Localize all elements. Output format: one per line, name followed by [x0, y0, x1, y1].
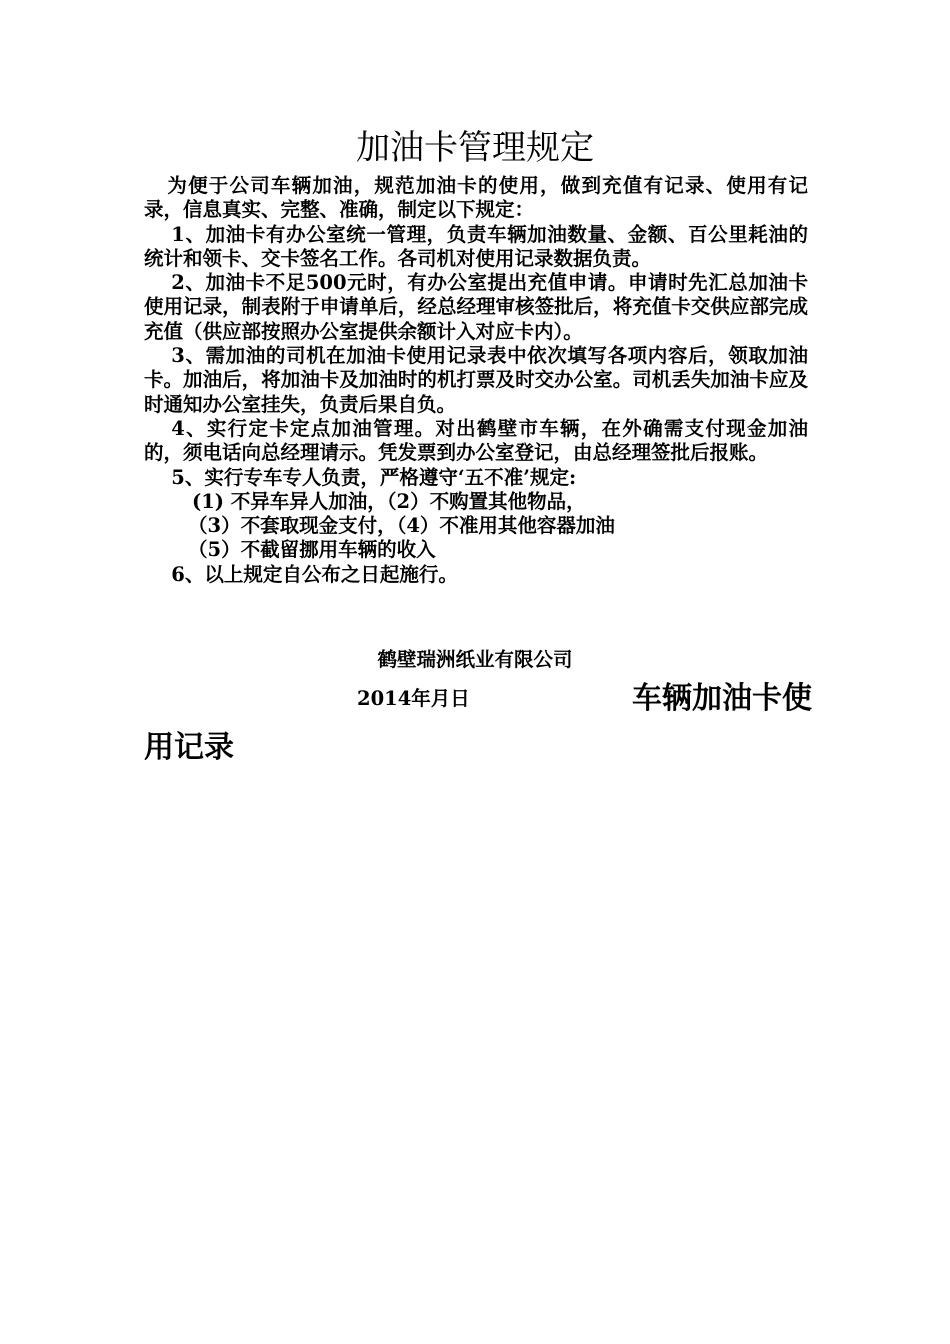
issue-date: 2014年月日	[357, 687, 470, 710]
rule-6: 6、以上规定自公布之日起施行。	[171, 562, 458, 586]
rule-1: 1、加油卡有办公室统一管理，负责车辆加油数量、金额、百公里耗油的统计和领卡、交卡签名工作。各司机对使用记录数据负责。	[144, 222, 808, 270]
rule-4: 4、实行定卡定点加油管理。对出鹤壁市车辆，在外确需支付现金加油的，须电话向总经理请示。凭发票到办公室登记，由总经理签批后报账。	[144, 416, 808, 465]
rule-5-sub-item-2: （3）不套取现金支付，（4）不准用其他容器加油	[188, 514, 615, 538]
document-body	[144, 174, 808, 587]
rule-3: 3、需加油的司机在加油卡使用记录表中依次填写各项内容后，领取加油卡。加油后，将加油卡及加油时的机打票及时交办公室。司机丢失加油卡应及时通知办公室挂失，负责后果自负。	[144, 344, 808, 416]
document-title: 加油卡管理规定	[356, 128, 594, 168]
record-title-part-2: 用记录	[144, 730, 234, 765]
rule-5-sub-item-1: (1) 不异车异人加油，（2）不购置其他物品，	[192, 489, 586, 513]
rule-2: 2、加油卡不足500元时，有办公室提出充值申请。申请时先汇总加油卡使用记录，制表附于申请单后，经总经理审核签批后，将充值卡交供应部完成充值（供应部按照办公室提供余额计入对应卡内）。	[144, 271, 808, 343]
rule-5: 5、实行专车专人负责，严格遵守‘五不准’规定:	[171, 465, 577, 489]
rule-5-sub-item-3: （5）不截留挪用车辆的收入	[188, 538, 436, 562]
intro-paragraph: 为便于公司车辆加油，规范加油卡的使用，做到充值有记录、使用有记录，信息真实、完整、准确，制定以下规定：	[144, 174, 808, 222]
company-name: 鹤壁瑞洲纸业有限公司	[377, 648, 573, 671]
record-title-part-1: 车辆加油卡使	[632, 681, 812, 716]
